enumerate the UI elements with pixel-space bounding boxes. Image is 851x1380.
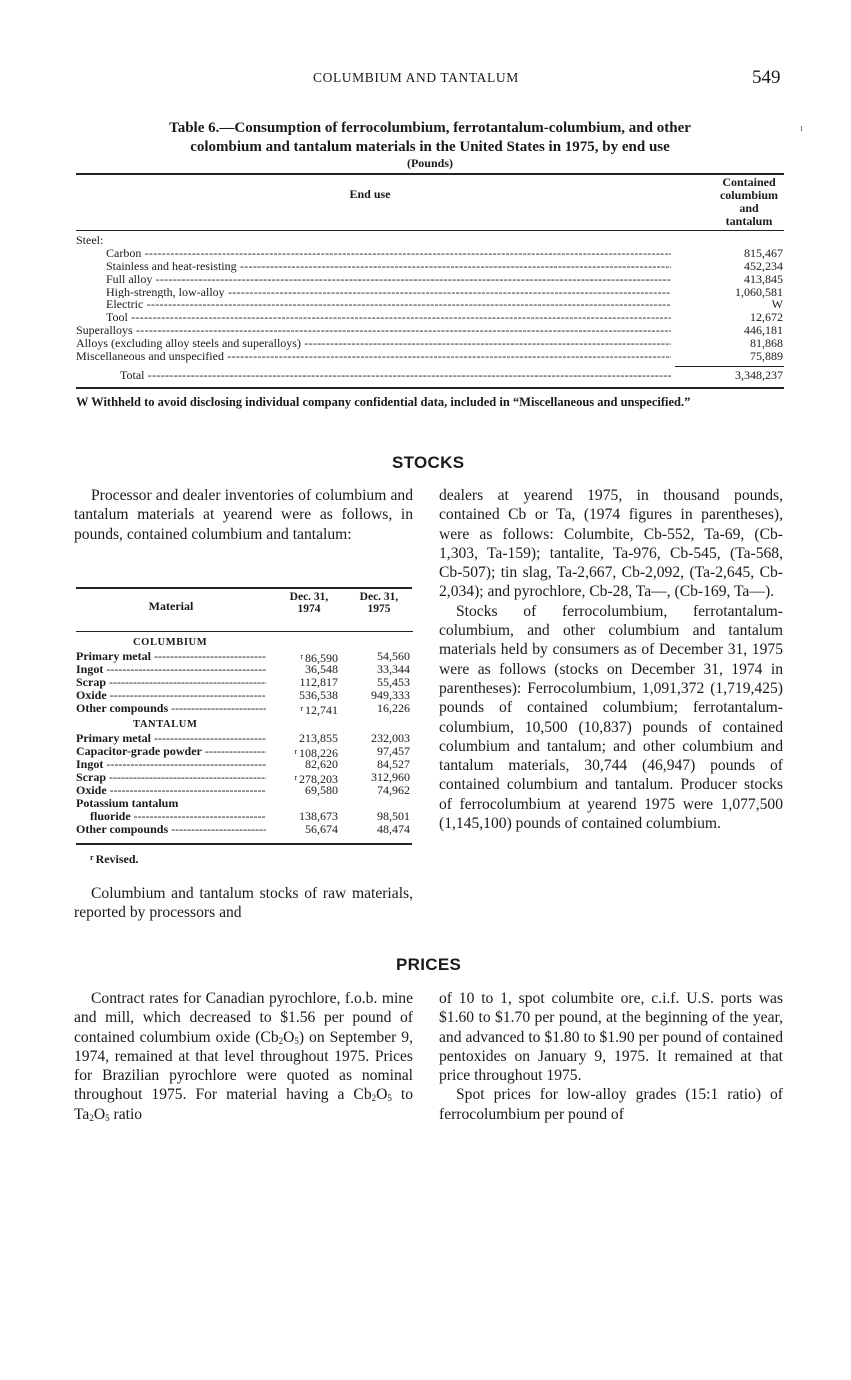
- table6-header-end-use: End use: [349, 187, 391, 201]
- stocks-right-paragraph-1: dealers at yearend 1975, in thousand pounds, contained Cb or Ta, (1974 figures in parentheses), were as follows: Columbite, Cb-552, Ta-69, (Cb-1,303, Ta-159); tantalite, Ta-976, Cb-545, (Ta-568, Cb-507); tin slag, Ta-2,667, Cb-2,092, (Ta-2,645, Cb-2,034); and pyrochlore, Cb-28, Ta—, (Cb-169, Ta—).: [439, 487, 783, 601]
- value-1974: 86,590: [305, 651, 338, 665]
- table-row: [76, 247, 783, 260]
- table6-title-line2: colombium and tantalum materials in the United States in 1975, by end use: [190, 139, 670, 155]
- prices-heading: PRICES: [396, 955, 462, 974]
- table-row: [76, 810, 413, 823]
- table-row: [76, 745, 413, 758]
- row-label: High-strength, low-alloy -----: [106, 286, 671, 299]
- stocks-intro-paragraph: Processor and dealer inventories of columbium and tantalum materials at yearend were as follows, in pounds, contained columbium and tantalum:: [74, 487, 413, 543]
- row-value: 446,181: [744, 323, 783, 338]
- subscript: 5: [387, 1093, 392, 1104]
- table7-header-1975-l1: Dec. 31,: [359, 591, 399, 603]
- row-label: Tool -----: [106, 311, 671, 324]
- table6-body: [76, 234, 783, 363]
- row-value: 1,060,581: [735, 284, 783, 299]
- table-row: [76, 311, 783, 324]
- revised-mark: r: [294, 773, 297, 782]
- row-label: Potassium tantalum: [76, 797, 179, 810]
- table-row: [76, 732, 413, 745]
- row-label: Other compounds -----: [76, 702, 266, 715]
- row-value-1974: 56,674: [305, 822, 338, 836]
- stocks-right-column: [439, 486, 783, 833]
- table-row: [76, 689, 413, 702]
- row-value-1975: 54,560: [377, 649, 410, 663]
- table6-header-contained-l2: columbium: [719, 188, 778, 202]
- revised-mark: r: [294, 747, 297, 756]
- table-row: [76, 784, 413, 797]
- table6-total-rule: [675, 366, 784, 367]
- table6-footnote: W Withheld to avoid disclosing individual company confidential data, included in “Miscellaneous and unspecified.”: [76, 395, 691, 409]
- table-row: [76, 286, 783, 299]
- row-value-1975: 97,457: [377, 744, 410, 758]
- row-label: Miscellaneous and unspecified -----: [76, 350, 671, 363]
- table7-group-tantalum: TANTALUM: [133, 719, 198, 730]
- row-value-1975: 55,453: [377, 675, 410, 689]
- value-1974: 108,226: [299, 746, 338, 760]
- table7-footnote: [90, 852, 139, 867]
- prices-right-paragraph-2: Spot prices for low-alloy grades (15:1 ratio) of ferrocolumbium per pound of: [439, 1086, 783, 1123]
- value-1974: 278,203: [299, 772, 338, 786]
- table7-group-columbium: COLUMBIUM: [133, 637, 208, 648]
- table7-header-rule: [76, 631, 413, 632]
- prices-left-paragraph: [74, 989, 413, 1124]
- text-run: ) on September 9, 1974, remained at that level throughout 1975. Prices for Brazilian pyrochlore were quoted as nominal throughout 1975. For material having a Cb: [74, 1028, 413, 1104]
- table6-header-contained: [700, 176, 798, 228]
- table-row: [76, 758, 413, 771]
- table-row: [76, 676, 413, 689]
- row-value: 815,467: [744, 245, 783, 260]
- row-label: Oxide -----: [76, 784, 266, 797]
- row-label: Primary metal -----: [76, 650, 266, 663]
- row-label: Other compounds -----: [76, 823, 266, 836]
- table-row: [76, 823, 413, 836]
- row-label: Full alloy -----: [106, 273, 671, 286]
- row-value-1974: 138,673: [299, 809, 338, 823]
- running-title: COLUMBIUM AND TANTALUM: [313, 70, 519, 85]
- text-run: to Ta: [74, 1086, 414, 1123]
- value-1974: 12,741: [305, 703, 338, 717]
- table6-bottom-rule: [76, 387, 784, 389]
- row-value-1974: 536,538: [299, 688, 338, 702]
- table-row: [76, 260, 783, 273]
- subscript: 2: [89, 1112, 94, 1123]
- text-run: O: [283, 1028, 295, 1046]
- row-value-1974: 82,620: [305, 757, 338, 771]
- row-value: 413,845: [744, 271, 783, 286]
- row-label: Superalloys -----: [76, 324, 671, 337]
- subscript: 5: [105, 1112, 110, 1123]
- stocks-heading: STOCKS: [392, 453, 465, 472]
- table-row: [76, 298, 783, 311]
- table7-header-1975: [344, 591, 414, 615]
- table7-header-material: Material: [148, 599, 194, 613]
- row-label: fluoride -----: [90, 810, 266, 823]
- row-value-1975: 98,501: [377, 809, 410, 823]
- row-label: Ingot -----: [76, 758, 266, 771]
- table-row: [76, 273, 783, 286]
- row-value-1975: 48,474: [377, 822, 410, 836]
- row-label: Steel:: [76, 234, 104, 247]
- row-value-1975: 232,003: [371, 731, 410, 745]
- table-row-total: [76, 369, 783, 382]
- row-label: Scrap -----: [76, 771, 266, 784]
- row-value-1974: 69,580: [305, 783, 338, 797]
- row-value-1974: 112,817: [299, 675, 338, 689]
- table7: [76, 591, 413, 836]
- table6-header-contained-l3: and: [739, 201, 759, 215]
- row-label: Oxide -----: [76, 689, 266, 702]
- revised-mark: r: [300, 704, 303, 713]
- table6-title: [70, 119, 790, 157]
- text-run: ratio: [109, 1105, 143, 1123]
- revised-mark: r: [90, 853, 94, 862]
- row-label: Carbon -----: [106, 247, 671, 260]
- table7-bottom-rule: [76, 843, 412, 845]
- table6-header-contained-l1: Contained: [722, 175, 776, 189]
- subscript: 2: [371, 1093, 377, 1104]
- text-run: O: [93, 1105, 106, 1123]
- row-value-1975: 84,527: [377, 757, 410, 771]
- row-value-1975: 16,226: [377, 701, 410, 715]
- table-row: [76, 350, 783, 363]
- stocks-raw-materials-paragraph: Columbium and tantalum stocks of raw materials, reported by processors and: [74, 885, 413, 922]
- row-label: Scrap -----: [76, 676, 266, 689]
- row-value: 75,889: [750, 349, 783, 364]
- row-label: Electric -----: [106, 298, 671, 311]
- table6-total: [76, 369, 783, 382]
- table7-header: [76, 591, 413, 631]
- table7-header-1974: [274, 591, 344, 615]
- table-row: [76, 234, 783, 247]
- subscript: 2: [278, 1035, 284, 1046]
- running-head: [0, 67, 851, 90]
- row-label: Alloys (excluding alloy steels and superalloys) -----: [76, 337, 671, 350]
- row-value: 81,868: [750, 336, 783, 351]
- table7-header-1975-l2: 1975: [367, 603, 391, 615]
- table-row: [76, 797, 413, 810]
- table6-units: (Pounds): [406, 156, 453, 170]
- table6-top-rule: [76, 173, 784, 175]
- row-label: Capacitor-grade powder -----: [76, 745, 266, 758]
- row-value: W: [771, 297, 783, 312]
- row-value: 452,234: [744, 258, 783, 273]
- table6-header-contained-l4: tantalum: [725, 214, 773, 228]
- text-run: Contract rates for Canadian pyrochlore, f.o.b. mine and mill, which decreased to $1.56 per pound of contained columbium oxide (Cb: [74, 990, 413, 1046]
- row-value-1974: [276, 702, 338, 717]
- row-value-1974: 213,855: [299, 731, 338, 745]
- total-value: 3,348,237: [735, 368, 783, 382]
- table-row: [76, 771, 413, 784]
- table-row: [76, 702, 413, 715]
- stocks-right-paragraph-2: Stocks of ferrocolumbium, ferrotantalum-columbium, and other columbium and tantalum materials held by consumers as of December 31, 1975 were as follows (stocks on December 31, 1974 in parentheses): Ferrocolumbium, 1,091,372 (1,719,425) pounds of contained columbium; ferrotantalum-columbium, 10,500 (10,837) pounds of contained columbium and tantalum; and other columbium and tantalum materials, 30,744 (46,947) pounds of contained columbium and tantalum. Producer stocks of ferrocolumbium at yearend 1975 were 1,077,500 (1,145,100) pounds of contained columbium.: [439, 602, 783, 833]
- total-label: Total -----: [120, 369, 671, 382]
- footnote-text: Revised.: [95, 852, 139, 866]
- table-row: [76, 650, 413, 663]
- row-label: Ingot -----: [76, 663, 266, 676]
- row-label: Stainless and heat-resisting -----: [106, 260, 671, 273]
- row-label: Primary metal -----: [76, 732, 266, 745]
- table7-header-1974-l2: 1974: [297, 603, 321, 615]
- row-value: 12,672: [750, 310, 783, 325]
- table-row: [76, 663, 413, 676]
- prices-right-paragraph-1: of 10 to 1, spot columbite ore, c.i.f. U.S. ports was $1.60 to $1.70 per pound, at the beginning of the year, and advanced to $1.80 to $1.90 per pound of contained pentoxides on January 9, 1975. It remained at that price throughout 1975.: [439, 990, 783, 1085]
- revised-mark: r: [300, 652, 303, 661]
- row-value-1975: 312,960: [371, 770, 410, 784]
- table-row: [76, 324, 783, 337]
- table6-title-line1: Table 6.—Consumption of ferrocolumbium, ferrotantalum-columbium, and other: [169, 120, 691, 136]
- table6-header-rule: [76, 230, 784, 231]
- row-value-1975: 33,344: [377, 662, 410, 676]
- row-value-1974: 36,548: [305, 662, 338, 676]
- table7-top-rule: [76, 587, 412, 589]
- subscript: 5: [294, 1035, 299, 1046]
- table-row: [76, 337, 783, 350]
- prices-right-column: [439, 989, 783, 1124]
- margin-mark: ı: [800, 123, 803, 134]
- table7-header-1974-l1: Dec. 31,: [289, 591, 329, 603]
- row-value-1975: 949,333: [371, 688, 410, 702]
- row-value-1975: 74,962: [377, 783, 410, 797]
- page-number: 549: [752, 67, 781, 88]
- text-run: O: [376, 1086, 388, 1104]
